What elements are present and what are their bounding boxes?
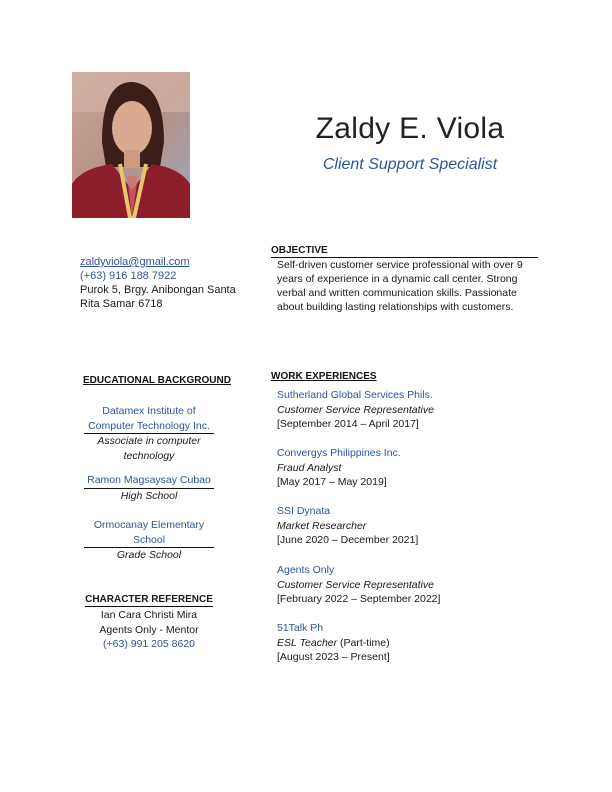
address-line-1: Purok 5, Brgy. Anibongan Santa [80,284,236,296]
job-dates: [February 2022 – September 2022] [277,593,441,605]
candidate-role: Client Support Specialist [322,156,498,173]
profile-photo-image [72,72,190,218]
degree: Grade School [116,549,182,561]
company-name: 51Talk Ph [277,622,324,634]
reference-info [85,608,213,652]
education-item [84,518,214,563]
work-item [277,446,401,490]
job-dates: [August 2023 – Present] [277,651,390,663]
education-item [84,473,214,503]
reference-phone: (+63) 991 205 8620 [103,638,195,650]
school-name: Datamex Institute of Computer Technology Inc. [84,404,214,434]
contact-info [80,255,236,311]
work-item [277,563,440,607]
education-item [84,404,214,463]
company-name: SSI Dynata [277,505,331,517]
job-dates: [September 2014 – April 2017] [277,418,419,430]
degree: Associate in computer technology [97,435,201,462]
objective-heading: OBJECTIVE [271,245,538,258]
reference-name: Ian Cara Christi Mira [100,609,198,621]
phone-number: (+63) 916 188 7922 [80,270,177,282]
company-name: Sutherland Global Services Phils. [277,389,433,401]
job-title: ESL Teacher [277,636,338,649]
job-title: Fraud Analyst [277,461,342,474]
company-name: Convergys Philippines Inc. [277,447,401,459]
profile-photo [72,72,190,218]
job-dates: [June 2020 – December 2021] [277,534,419,546]
candidate-name: Zaldy E. Viola [315,112,505,145]
objective-text: Self-driven customer service professional with over 9 years of experience in a dynamic call center. Strong verbal and written communication skills. Passionate about building lasting relationships with customers. [277,259,523,313]
work-heading: WORK EXPERIENCES [271,371,377,382]
school-name: Ormocanay Elementary School [84,518,214,548]
reference-position: Agents Only - Mentor [99,623,199,636]
job-title: Market Researcher [277,519,367,532]
email-link[interactable]: zaldyviola@gmail.com [80,256,190,268]
address-line-2: Rita Samar 6718 [80,298,163,310]
work-item [277,621,390,665]
education-heading: EDUCATIONAL BACKGROUND [83,375,231,386]
job-title: Customer Service Representative [277,578,434,591]
work-item [277,504,418,548]
reference-heading: CHARACTER REFERENCE [85,594,213,605]
company-name: Agents Only [277,564,335,576]
school-name: Ramon Magsaysay Cubao [84,473,214,489]
job-dates: [May 2017 – May 2019] [277,476,387,488]
job-title: Customer Service Representative [277,403,434,416]
work-item [277,388,434,432]
degree: High School [120,489,178,502]
job-note: (Part-time) [337,636,390,649]
